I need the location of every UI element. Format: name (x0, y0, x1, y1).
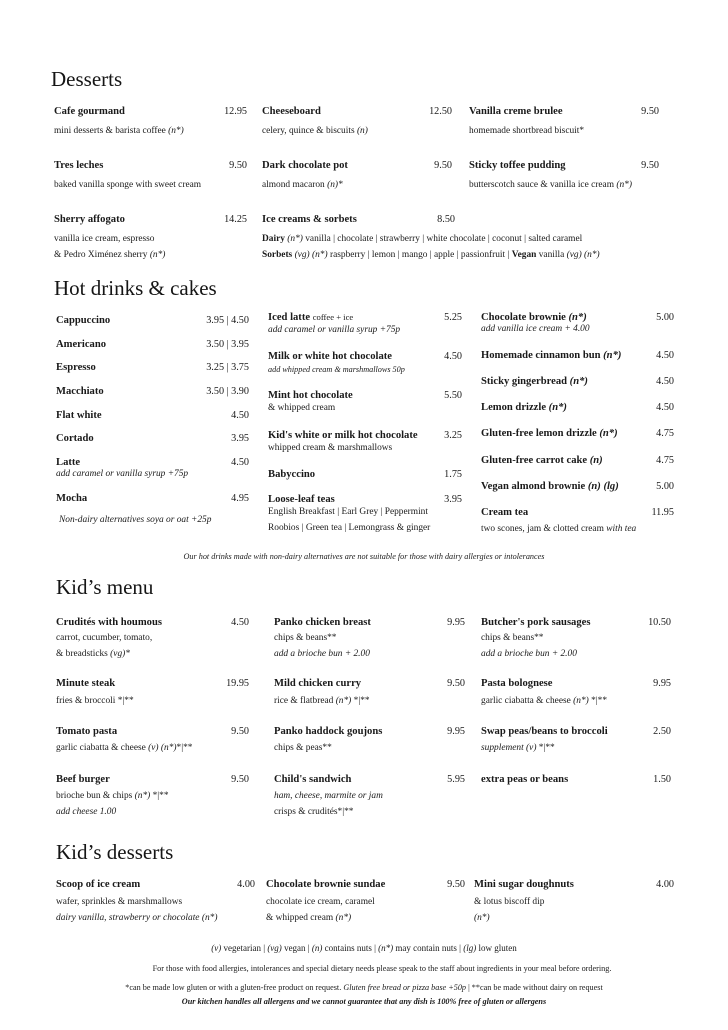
menu-item-name: Panko chicken breast (274, 617, 371, 628)
menu-item-name: Panko haddock goujons (274, 726, 383, 737)
menu-item-price: 10.50 (648, 617, 671, 628)
menu-item-price: 2.50 (653, 726, 671, 737)
kitchen-allergen-notice: Our kitchen handles all allergens and we cannot guarantee that any dish is 100% free of gluten or allergens (181, 997, 547, 1006)
menu-item-description: & lotus biscoff dip (n*) (474, 897, 545, 923)
menu-item-name: Kid's white or milk hot chocolate (268, 430, 418, 441)
menu-item-description: chocolate ice cream, caramel & whipped cream (n*) (266, 897, 375, 923)
menu-item-price: 9.95 (653, 678, 671, 689)
menu-item-price: 11.95 (651, 507, 674, 518)
menu-item-name: Loose-leaf teas (268, 494, 335, 505)
menu-item-name: Cheeseboard (262, 106, 321, 117)
menu-item-name: Babyccino (268, 469, 316, 480)
menu-item-name: Butcher's pork sausages (481, 617, 591, 628)
menu-item-description: chips & beans** add a brioche bun + 2.00 (481, 633, 577, 659)
menu-item-description: rice & flatbread (n*) *|** (274, 696, 370, 706)
menu-item-description: add whipped cream & marshmallows 50p (268, 365, 405, 374)
hot-drinks-footnote: Our hot drinks made with non-dairy alternatives are not suitable for those with dairy allergies or intolerances (183, 552, 545, 561)
menu-item-name: Minute steak (56, 678, 116, 689)
menu-item-description: add caramel or vanilla syrup +75p (268, 325, 401, 335)
menu-item-name: Cortado (56, 433, 94, 444)
menu-item-description: chips & peas** (274, 743, 332, 753)
menu-item-price: 5.25 (444, 312, 462, 323)
menu-item-price: 8.50 (437, 214, 455, 225)
menu-item-price: 5.00 (656, 481, 674, 492)
menu-item-price: 3.50 | 3.90 (206, 386, 249, 397)
menu-item-name: Sticky gingerbread (n*) (481, 376, 588, 387)
menu-item-name: Flat white (56, 410, 102, 421)
menu-item-name: Scoop of ice cream (56, 879, 141, 890)
menu-item-price: 3.50 | 3.95 (206, 339, 249, 350)
menu-item-description: add caramel or vanilla syrup +75p (56, 469, 189, 479)
menu-item-price: 5.95 (447, 774, 465, 785)
menu-item-price: 4.50 (231, 410, 249, 421)
menu-item-name: Chocolate brownie (n*) (481, 312, 587, 323)
menu-item-name: Sticky toffee pudding (469, 160, 566, 171)
menu-item-description: mini desserts & barista coffee (n*) (54, 126, 184, 136)
menu-item-price: 9.50 (447, 879, 465, 890)
menu-item-price: 19.95 (226, 678, 249, 689)
menu-item-price: 4.00 (656, 879, 674, 890)
menu-item-name: Homemade cinnamon bun (n*) (481, 350, 622, 361)
menu-item-price: 4.50 (231, 617, 249, 628)
menu-item-description: ham, cheese, marmite or jam crisps & crudités*|** (274, 791, 383, 817)
menu-item-description: homemade shortbread biscuit* (469, 126, 585, 136)
menu-item-name: Gluten-free lemon drizzle (n*) (481, 428, 618, 439)
kids-menu-heading: Kid’s menu (56, 575, 154, 599)
kids-desserts-heading: Kid’s desserts (56, 840, 174, 864)
menu-item-name: Child's sandwich (274, 774, 352, 785)
menu-item-name: Espresso (56, 362, 96, 373)
menu-item-name: Tres leches (54, 160, 104, 171)
menu-item-name: Beef burger (56, 774, 110, 785)
menu-item-description: add vanilla ice cream + 4.00 (481, 324, 590, 334)
dietary-key: (v) vegetarian | (vg) vegan | (n) contains nuts | (n*) may contain nuts | (lg) low gluten (211, 943, 517, 953)
menu-item-description: garlic ciabatta & cheese (n*) *|** (481, 696, 608, 706)
menu-item-name: Cream tea (481, 507, 529, 518)
menu-item-description: vanilla ice cream, espresso & Pedro Ximénez sherry (n*) (54, 234, 166, 260)
menu-item-price: 5.00 (656, 312, 674, 323)
menu-item-name: Ice creams & sorbets (262, 214, 357, 225)
non-dairy-note: Non-dairy alternatives soya or oat +25p (59, 515, 212, 525)
menu-item-description: carrot, cucumber, tomato, & breadsticks (vg)* (56, 633, 153, 659)
menu-item-name: Macchiato (56, 386, 104, 397)
menu-item-price: 1.50 (653, 774, 671, 785)
menu-item-name: Mint hot chocolate (268, 390, 353, 401)
menu-item-name: extra peas or beans (481, 774, 569, 785)
menu-item-price: 9.95 (447, 617, 465, 628)
menu-item-description: brioche bun & chips (n*) *|** add cheese 1.00 (56, 791, 169, 817)
menu-item-description: butterscotch sauce & vanilla ice cream (n*) (469, 180, 632, 190)
menu-item-name: Vanilla creme brulee (469, 106, 563, 117)
menu-item-price: 4.00 (237, 879, 255, 890)
allergy-notice: For those with food allergies, intolerances and special dietary needs please speak to the staff about ingredients in your meal before ordering. (152, 964, 612, 973)
menu-item-price: 4.95 (231, 493, 249, 504)
menu-item-description: chips & beans** add a brioche bun + 2.00 (274, 633, 370, 659)
menu-item-price: 9.50 (447, 678, 465, 689)
menu-item-price: 4.50 (656, 376, 674, 387)
menu-item-name: Pasta bolognese (481, 678, 553, 689)
menu-item-name: Milk or white hot chocolate (268, 351, 392, 362)
menu-item-price: 1.75 (444, 469, 462, 480)
menu-item-name: Mocha (56, 493, 88, 504)
menu-item-description: whipped cream & marshmallows (268, 443, 393, 453)
menu-item-price: 4.50 (444, 351, 462, 362)
menu-item-description: baked vanilla sponge with sweet cream (54, 180, 202, 190)
menu-item-name: Swap peas/beans to broccoli (481, 726, 608, 737)
menu-item-name: Mild chicken curry (274, 678, 362, 689)
menu-item-price: 3.95 (231, 433, 249, 444)
menu-item-price: 3.95 (444, 494, 462, 505)
menu-item-price: 14.25 (224, 214, 247, 225)
menu-item-description: celery, quince & biscuits (n) (262, 126, 368, 136)
menu-item-name: Lemon drizzle (n*) (481, 402, 567, 413)
menu-item-name: Latte (56, 457, 81, 468)
menu-item-price: 3.25 (444, 430, 462, 441)
menu-item-price: 5.50 (444, 390, 462, 401)
ice-cream-flavours: Dairy (n*) vanilla | chocolate | strawberry | white chocolate | coconut | salted caramel Sorbets (vg) (n*) raspberry | lemon | mango | apple | passionfruit | Vegan vanilla (vg) (n*) (262, 234, 600, 260)
menu-item-name: Mini sugar doughnuts (474, 879, 574, 890)
menu-item-name: Vegan almond brownie (n) (lg) (481, 481, 619, 492)
gluten-dairy-notice: *can be made low gluten or with a gluten-free product on request. Gluten free bread or pizza base +50p | **can be made without dairy on request (125, 983, 603, 992)
menu-item-price: 12.95 (224, 106, 247, 117)
menu-item-name: Tomato pasta (56, 726, 118, 737)
menu-item-price: 9.95 (447, 726, 465, 737)
menu-item-name: Cappuccino (56, 315, 111, 326)
menu-item-description: wafer, sprinkles & marshmallows dairy vanilla, strawberry or chocolate (n*) (56, 897, 218, 923)
menu-item-price: 4.50 (231, 457, 249, 468)
menu-item-price: 9.50 (229, 160, 247, 171)
menu-item-price: 3.25 | 3.75 (206, 362, 249, 373)
menu-item-price: 9.50 (641, 106, 659, 117)
desserts-heading: Desserts (51, 67, 123, 91)
menu-item-description: almond macaron (n)* (262, 180, 343, 190)
menu-item-description: & whipped cream (268, 403, 336, 413)
menu-item-price: 9.50 (434, 160, 452, 171)
menu-item-price: 4.50 (656, 402, 674, 413)
menu-item-description: fries & broccoli *|** (56, 696, 134, 706)
menu-item-price: 4.75 (656, 455, 674, 466)
hot-drinks-heading: Hot drinks & cakes (54, 276, 217, 300)
menu-item-price: 12.50 (429, 106, 452, 117)
menu-item-name: Chocolate brownie sundae (266, 879, 386, 890)
menu-item-name: Sherry affogato (54, 214, 125, 225)
menu-item-name: Cafe gourmand (54, 106, 125, 117)
menu-item-name: Americano (56, 339, 107, 350)
menu-item-price: 4.75 (656, 428, 674, 439)
menu-item-description: garlic ciabatta & cheese (v) (n*)*|** (56, 743, 193, 753)
menu-item-name: Gluten-free carrot cake (n) (481, 455, 603, 466)
menu-item-description: two scones, jam & clotted cream with tea (481, 524, 637, 534)
menu-item-price: 3.95 | 4.50 (206, 315, 249, 326)
menu-item-description: supplement (v) *|** (481, 743, 555, 753)
menu-item-name: Dark chocolate pot (262, 160, 348, 171)
menu-item-name: Iced latte coffee + ice (268, 312, 354, 323)
menu-item-description: English Breakfast | Earl Grey | Peppermint Roobios | Green tea | Lemongrass & ginger (268, 507, 431, 533)
menu-item-price: 9.50 (231, 774, 249, 785)
menu-item-price: 9.50 (231, 726, 249, 737)
menu-item-name: Crudités with houmous (56, 617, 162, 628)
menu-item-price: 4.50 (656, 350, 674, 361)
menu-item-price: 9.50 (641, 160, 659, 171)
